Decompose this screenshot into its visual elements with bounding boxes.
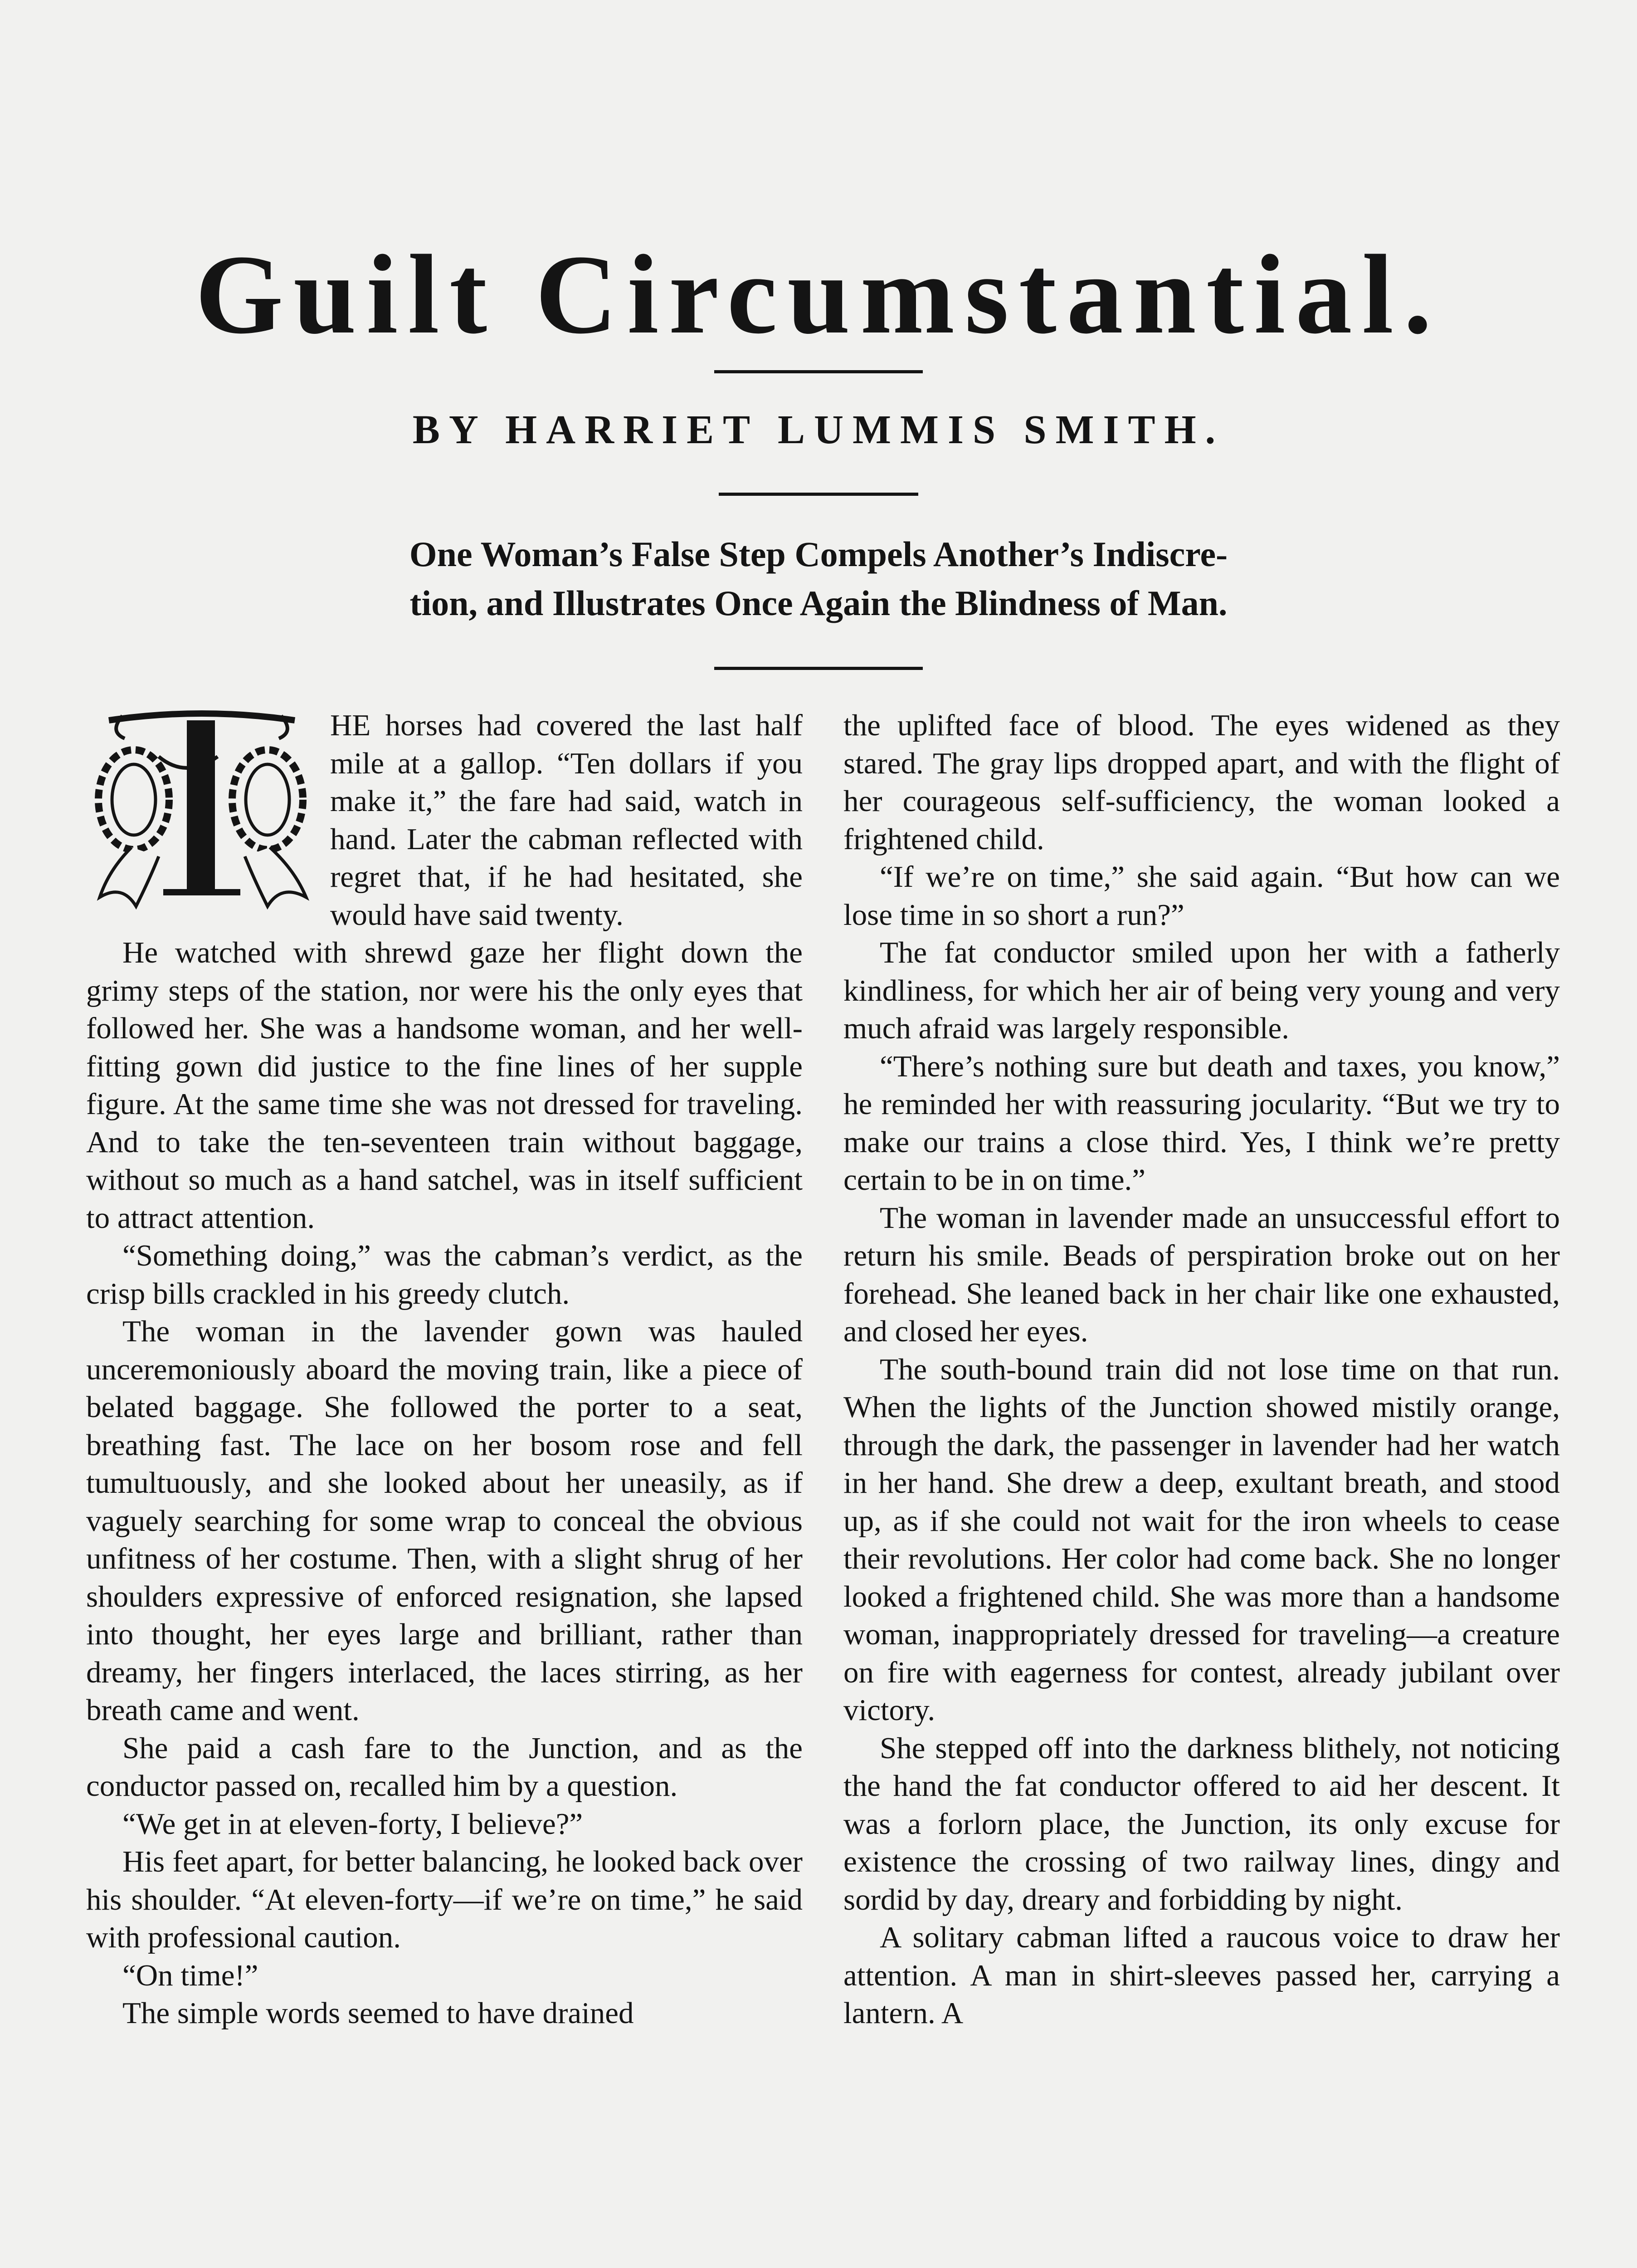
ornamental-initial-icon [82,707,322,920]
paragraph: The simple words seemed to have drained [122,1996,634,2030]
paragraph: the uplifted face of blood. The eyes widened as they stared. The gray lips dropped apart, and with the flight of her courageous self-sufficiency, the woman looked a frightened child. [843,709,1560,856]
paragraph: She paid a cash fare to the Junction, and as the conductor passed on, recalled him by a question. [86,1731,803,1803]
title-rule [714,370,923,373]
paragraph: His feet apart, for better balancing, he looked back over his shoulder. “At eleven-forty—if we’re on time,” he said with professional caution. [86,1845,803,1954]
paragraph: “We get in at eleven-forty, I believe?” [122,1807,583,1841]
paragraph: She stepped off into the darkness blithely, not noticing the hand the fat conductor offered to aid her descent. It was a forlorn place, the Junction, its only excuse for existence the crossing of two railway lines, dingy and sordid by day, dreary and forbidding by night. [843,1731,1560,1916]
paragraph: “Something doing,” was the cabman’s verdict, as the crisp bills crackled in his greedy clutch. [86,1239,803,1310]
right-column [843,707,1560,2033]
paragraph: The woman in the lavender gown was hauled unceremoniously aboard the moving train, like a piece of belated baggage. She followed the porter to a seat, breathing fast. The lace on her bosom rose and fell tumultuously, and she looked about her uneasily, as if vaguely searching for some wrap to conceal the obvious unfitness of her costume. Then, with a slight shrug of her shoulders expressive of enforced resignation, she lapsed into thought, her eyes large and brilliant, rather than dreamy, her fingers interlaced, the laces stirring, as her breath came and went. [86,1315,803,1727]
subhead-rule [714,667,923,670]
paragraph: The south-bound train did not lose time on that run. When the lights of the Junction showed mistily orange, through the dark, the passenger in lavender had her watch in her hand. She drew a deep, exultant breath, and stood up, as if she could not wait for the iron wheels to cease their revolutions. Her color had come back. She no longer looked a frightened child. She was more than a handsome woman, inappropriately dressed for traveling—a creature on fire with eagerness for contest, already jubilant over victory. [843,1352,1560,1727]
byline-rule [719,493,918,496]
author-byline: BY HARRIET LUMMIS SMITH. [412,407,1225,452]
paragraph: The woman in lavender made an unsuccessful effort to return his smile. Beads of perspiration broke out on her forehead. She leaned back in her chair like one exhausted, and closed her eyes. [843,1201,1560,1348]
paragraph: A solitary cabman lifted a raucous voice to draw her attention. A man in shirt-sleeves passed her, carrying a lantern. A [843,1921,1560,2030]
drop-cap-ornament [82,707,322,920]
paragraph: The fat conductor smiled upon her with a fatherly kindliness, for which her air of being very young and very much afraid was largely responsible. [843,936,1560,1045]
left-column [86,707,803,2033]
paragraph: “On time!” [122,1958,258,1992]
subhead-line-1: One Woman’s False Step Compels Another’s Indiscre- [409,534,1228,574]
paragraph: He watched with shrewd gaze her flight down the grimy steps of the station, nor were his the only eyes that followed her. She was a handsome woman, and her well-fitting gown did justice to the fine lines of her supple figure. At the same time she was not dressed for traveling. And to take the ten-seventeen train without baggage, without so much as a hand satchel, was in itself sufficient to attract attention. [86,936,803,1235]
paragraph: HE horses had covered the last half mile at a gallop. “Ten dollars if you make it,” the fare had said, watch in hand. Later the cabman reflected with regret that, if he had hesitated, she would have said twenty. [330,709,803,932]
story-subhead [254,530,1383,628]
paragraph: “If we’re on time,” she said again. “But how can we lose time in so short a run?” [843,860,1560,932]
subhead-line-2: tion, and Illustrates Once Again the Blindness of Man. [409,583,1228,623]
story-title: Guilt Circumstantial. [195,232,1442,357]
paragraph: “There’s nothing sure but death and taxes, you know,” he reminded her with reassuring jocularity. “But we try to make our trains a close third. Yes, I think we’re pretty certain to be in on time.” [843,1049,1560,1197]
